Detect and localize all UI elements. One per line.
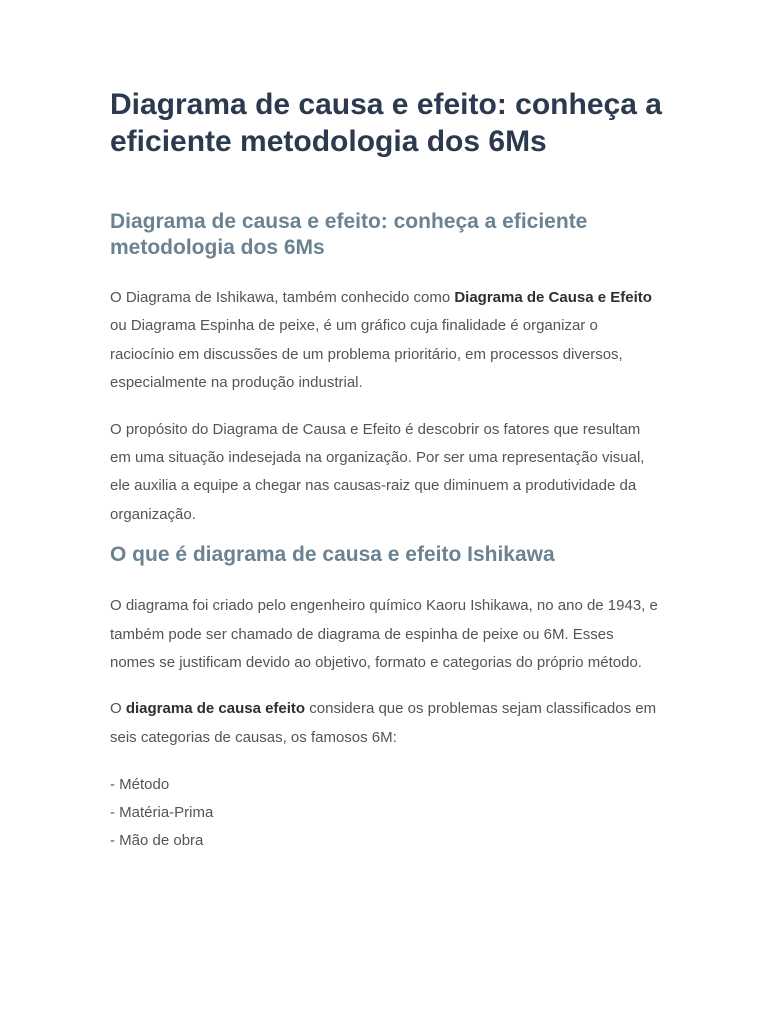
history-paragraph: O diagrama foi criado pelo engenheiro químico Kaoru Ishikawa, no ano de 1943, e também pode ser chamado de diagrama de espinha de peixe ou 6M. Esses nomes se justificam devido ao objetivo, formato e categorias do próprio método. [110, 597, 658, 672]
intro-paragraph [110, 284, 662, 398]
article-subtitle: Diagrama de causa e efeito: conheça a eficiente metodologia dos 6Ms [110, 210, 588, 259]
categories-list [110, 771, 662, 855]
purpose-paragraph: O propósito do Diagrama de Causa e Efeito é descobrir os fatores que resultam em uma situação indesejada na organização. Por ser uma representação visual, ele auxilia a equipe a chegar nas causas-raiz que diminuem a produtividade da organização. [110, 420, 645, 523]
list-item: - Matéria-Prima [110, 804, 214, 822]
categories-bold-term: diagrama de causa efeito [125, 700, 306, 718]
categories-text-start: O [110, 700, 126, 718]
document-page [110, 86, 662, 855]
intro-text-start: O Diagrama de Ishikawa, também conhecido como [110, 289, 455, 306]
categories-text-end: considera que os problemas sejam classificados em seis categorias de causas, os famosos 6M: [110, 700, 657, 746]
page-title: Diagrama de causa e efeito: conheça a eficiente metodologia dos 6Ms [110, 88, 662, 158]
intro-bold-term: Diagrama de Causa e Efeito [454, 289, 652, 306]
list-item: - Método [110, 776, 170, 794]
section-heading-ishikawa: O que é diagrama de causa e efeito Ishikawa [110, 543, 555, 567]
intro-text-end: ou Diagrama Espinha de peixe, é um gráfico cuja finalidade é organizar o raciocínio em discussões de um problema prioritário, em processos diversos, especialmente na produção industrial. [110, 317, 623, 392]
categories-paragraph [110, 695, 662, 752]
list-item: - Mão de obra [110, 832, 204, 850]
